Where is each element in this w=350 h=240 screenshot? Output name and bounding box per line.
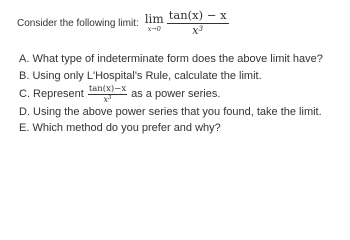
limit-operator [145, 13, 164, 33]
question-c-denominator [104, 95, 112, 105]
question-c-denominator-base: x [103, 94, 109, 104]
question-e: E. Which method do you prefer and why? [19, 122, 221, 134]
denominator-exponent: 3 [198, 24, 204, 34]
question-c-fraction [88, 84, 127, 105]
fraction-numerator: tan(x) − x [168, 8, 227, 22]
problem-statement [17, 2, 229, 44]
question-c [19, 84, 220, 104]
fraction-denominator [192, 24, 203, 38]
question-c-tail: as a power series. [131, 87, 221, 100]
question-c-lead: C. Represent [19, 87, 84, 100]
limit-fraction [167, 8, 229, 38]
question-b: B. Using only L'Hospital's Rule, calculate the limit. [19, 70, 262, 82]
question-c-numerator: tan(x)−x [88, 83, 127, 94]
question-c-denominator-exponent: 3 [108, 95, 112, 102]
denominator-base: x [192, 24, 199, 37]
prompt-text: Consider the following limit: [17, 17, 139, 29]
question-a: A. What type of indeterminate form does the above limit have? [19, 53, 323, 65]
limit-subscript: x→0 [147, 25, 161, 33]
limit-word: lim [144, 12, 164, 26]
question-d: D. Using the above power series that you found, take the limit. [19, 106, 322, 118]
